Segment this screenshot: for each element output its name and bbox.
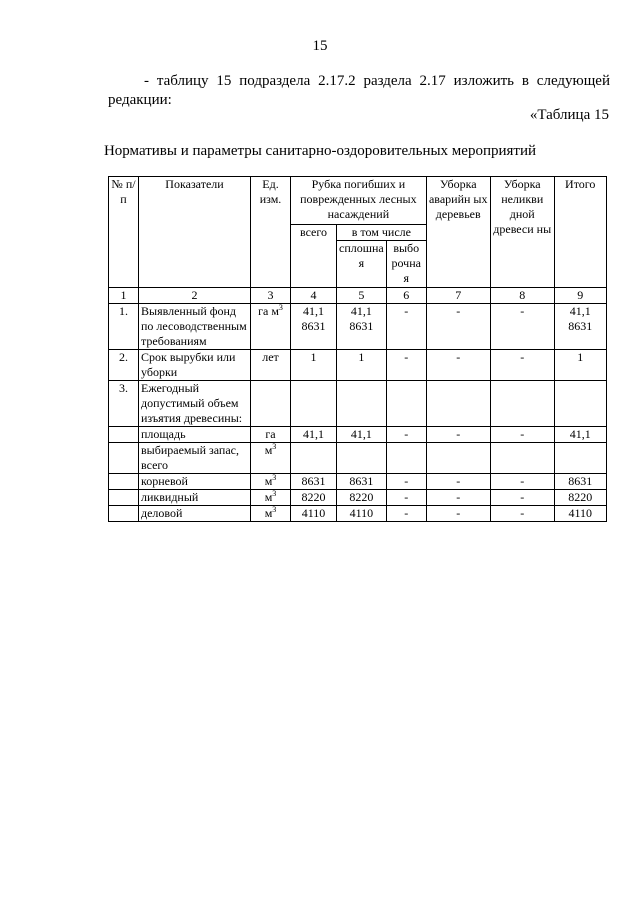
row-cleanup-emergency: - [426,350,490,381]
row-indicator: выбираемый запас, всего [139,443,251,474]
row-cleanup-emergency [426,381,490,427]
row-felling-solid: 8631 [337,474,387,490]
row-cleanup-illiquid: - [490,506,554,522]
row-number: 1. [109,304,139,350]
row-unit: га [251,427,291,443]
col-number: 6 [386,288,426,304]
row-indicator: корневой [139,474,251,490]
table-row [109,427,607,443]
row-unit: га $м^3$ [251,304,291,350]
row-unit: лет [251,350,291,381]
row-felling-selective: - [386,506,426,522]
row-cleanup-illiquid [490,443,554,474]
header-including: в том числе [337,225,427,241]
unit-superscript: 3 [272,505,277,514]
row-felling-total: 8220 [291,490,337,506]
row-felling-selective [386,381,426,427]
row-number [109,427,139,443]
row-felling-selective: - [386,350,426,381]
col-number: 2 [139,288,251,304]
table-row [109,443,607,474]
table-row [109,474,607,490]
row-felling-solid: 8220 [337,490,387,506]
row-total: 41,1 [554,427,606,443]
row-cleanup-illiquid [490,381,554,427]
unit-superscript: 3 [272,489,277,498]
row-number: 3. [109,381,139,427]
table-title: Нормативы и параметры санитарно-оздоровительных мероприятий [103,143,537,159]
unit-superscript: 3 [272,442,277,451]
row-unit: $м^3$ [251,474,291,490]
row-unit [251,381,291,427]
row-cleanup-illiquid: - [490,304,554,350]
row-felling-total [291,443,337,474]
row-felling-selective: - [386,474,426,490]
row-indicator: Ежегодный допустимый объем изъятия древесины: [139,381,251,427]
row-cleanup-emergency: - [426,506,490,522]
row-felling-solid: 4110 [337,506,387,522]
header-total: Итого [554,177,606,288]
row-felling-selective [386,443,426,474]
row-total [554,381,606,427]
table-row [109,490,607,506]
row-felling-solid: 1 [337,350,387,381]
row-cleanup-emergency [426,443,490,474]
unit-superscript: 3 [278,303,283,312]
row-cleanup-illiquid: - [490,490,554,506]
row-felling-solid [337,443,387,474]
row-cleanup-emergency: - [426,474,490,490]
row-cleanup-illiquid: - [490,350,554,381]
norms-table [108,176,607,522]
row-felling-total: 4110 [291,506,337,522]
row-cleanup-illiquid: - [490,427,554,443]
row-total [554,443,606,474]
row-number [109,474,139,490]
row-felling-solid: 41,1 [337,427,387,443]
header-felling: Рубка погибших и поврежденных лесных насаждений [291,177,427,225]
row-number [109,443,139,474]
row-felling-selective: - [386,304,426,350]
row-cleanup-emergency: - [426,427,490,443]
row-felling-total: 1 [291,350,337,381]
row-cleanup-emergency: - [426,304,490,350]
row-indicator: Срок вырубки или уборки [139,350,251,381]
header-unit: Ед. изм. [251,177,291,288]
row-number [109,506,139,522]
row-unit: $м^3$ [251,506,291,522]
row-total: 4110 [554,506,606,522]
table-reference: «Таблица 15 [529,107,609,123]
table-row [109,304,607,350]
row-indicator: Выявленный фонд по лесоводственным требованиям [139,304,251,350]
row-indicator: площадь [139,427,251,443]
col-number: 9 [554,288,606,304]
header-num: № п/п [109,177,139,288]
row-total: 1 [554,350,606,381]
row-felling-solid: 41,1 8631 [337,304,387,350]
page-number: 15 [312,38,328,54]
col-number: 3 [251,288,291,304]
header-cleanup-illiquid: Уборка неликви дной древеси ны [490,177,554,288]
header-selective: выбо рочна я [386,241,426,288]
row-felling-selective: - [386,427,426,443]
row-felling-selective: - [386,490,426,506]
row-unit: $м^3$ [251,490,291,506]
header-indicator: Показатели [139,177,251,288]
row-indicator: ликвидный [139,490,251,506]
row-number [109,490,139,506]
row-cleanup-illiquid: - [490,474,554,490]
row-total: 41,1 8631 [554,304,606,350]
col-number: 5 [337,288,387,304]
row-indicator: деловой [139,506,251,522]
table-row [109,350,607,381]
row-felling-total [291,381,337,427]
table-row [109,381,607,427]
col-number: 7 [426,288,490,304]
col-number: 1 [109,288,139,304]
unit-superscript: 3 [272,473,277,482]
header-cleanup-emergency: Уборка аварийн ых деревьев [426,177,490,288]
row-cleanup-emergency: - [426,490,490,506]
header-solid: сплошна я [337,241,387,288]
header-total-sub: всего [291,225,337,288]
row-unit: $м^3$ [251,443,291,474]
intro-paragraph: - таблицу 15 подраздела 2.17.2 раздела 2.17 изложить в следующей редакции: [108,73,610,108]
row-felling-total: 8631 [291,474,337,490]
row-number: 2. [109,350,139,381]
table-row [109,506,607,522]
row-felling-total: 41,1 [291,427,337,443]
row-total: 8631 [554,474,606,490]
column-numbers-row [109,288,607,304]
col-number: 8 [490,288,554,304]
row-felling-solid [337,381,387,427]
col-number: 4 [291,288,337,304]
row-felling-total: 41,1 8631 [291,304,337,350]
row-total: 8220 [554,490,606,506]
